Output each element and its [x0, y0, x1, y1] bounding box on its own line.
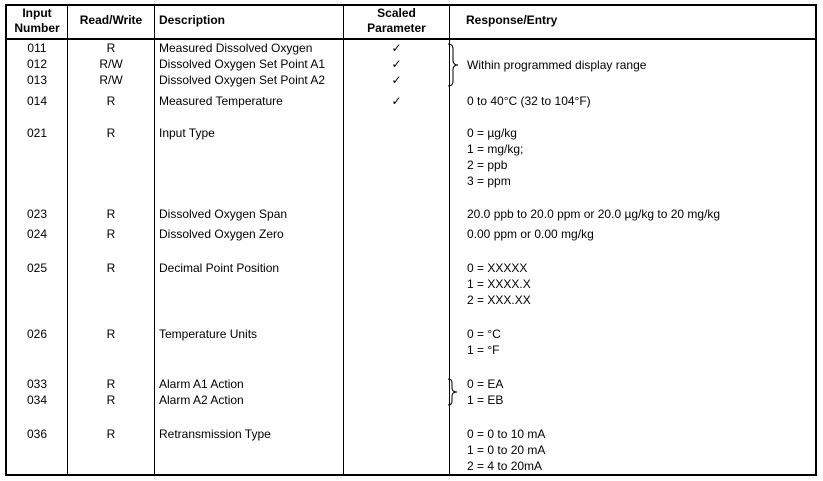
response-option: 0 = 0 to 10 mA	[467, 427, 546, 441]
read-write: R	[106, 94, 116, 108]
scaled-check-icon: ✓	[391, 57, 402, 71]
description: Measured Dissolved Oxygen	[159, 41, 313, 55]
response-span: 20.0 ppb to 20.0 ppm or 20.0 µg/kg to 20 mg/kg	[467, 207, 721, 221]
response-option: 0 = °C	[467, 327, 501, 341]
read-write: R/W	[99, 57, 123, 71]
input-number: 024	[26, 227, 48, 241]
read-write: R/W	[99, 73, 123, 87]
input-number: 013	[26, 73, 48, 87]
read-write: R	[106, 327, 116, 341]
header-input-number: Input Number	[14, 6, 60, 35]
read-write: R	[106, 126, 116, 140]
input-number: 023	[26, 207, 48, 221]
input-number: 014	[26, 94, 48, 108]
header-scaled-parameter: Scaled Parameter	[367, 6, 426, 35]
read-write: R	[106, 377, 116, 391]
input-number: 034	[26, 393, 48, 407]
description: Dissolved Oxygen Span	[159, 207, 288, 221]
scaled-check-icon: ✓	[391, 41, 402, 55]
input-number: 021	[26, 126, 48, 140]
read-write: R	[106, 261, 116, 275]
header-read-write: Read/Write	[79, 13, 143, 27]
response-temperature: 0 to 40°C (32 to 104°F)	[467, 94, 591, 108]
description: Alarm A2 Action	[159, 393, 244, 407]
scaled-check-icon: ✓	[391, 73, 402, 87]
description: Dissolved Oxygen Zero	[159, 227, 284, 241]
right-brace-icon	[446, 378, 460, 406]
response-option: 1 = °F	[467, 343, 500, 357]
input-number: 011	[27, 41, 47, 55]
response-option: 2 = 4 to 20mA	[467, 459, 543, 473]
response-setpoint-range: Within programmed display range	[467, 58, 647, 72]
description: Input Type	[159, 126, 215, 140]
input-number: 036	[26, 427, 48, 441]
response-option: 3 = ppm	[467, 174, 511, 188]
response-option: 0 = µg/kg	[467, 126, 517, 140]
read-write: R	[106, 393, 116, 407]
response-option: 2 = ppb	[467, 158, 508, 172]
input-number: 033	[26, 377, 48, 391]
description: Retransmission Type	[159, 427, 271, 441]
input-number: 012	[26, 57, 48, 71]
description: Temperature Units	[159, 327, 258, 341]
read-write: R	[106, 427, 116, 441]
response-option: 0 = EA	[467, 377, 504, 391]
input-number: 025	[26, 261, 48, 275]
read-write: R	[106, 227, 116, 241]
description: Dissolved Oxygen Set Point A2	[159, 73, 326, 87]
column-divider	[154, 4, 155, 476]
description: Measured Temperature	[159, 94, 283, 108]
response-option: 1 = EB	[467, 393, 504, 407]
response-option: 0 = XXXXX	[467, 261, 528, 275]
response-option: 1 = mg/kg;	[467, 142, 524, 156]
header-description: Description	[159, 13, 226, 27]
response-option: 2 = XXX.XX	[467, 293, 531, 307]
right-brace-icon	[446, 43, 460, 87]
response-option: 1 = 0 to 20 mA	[467, 443, 546, 457]
input-number: 026	[26, 327, 48, 341]
description: Alarm A1 Action	[159, 377, 244, 391]
description: Decimal Point Position	[159, 261, 280, 275]
scaled-check-icon: ✓	[391, 94, 402, 108]
response-option: 1 = XXXX.X	[467, 277, 531, 291]
header-response-entry: Response/Entry	[466, 13, 558, 27]
description: Dissolved Oxygen Set Point A1	[159, 57, 326, 71]
response-zero: 0.00 ppm or 0.00 mg/kg	[467, 227, 594, 241]
read-write: R	[106, 207, 116, 221]
read-write: R	[106, 41, 116, 55]
